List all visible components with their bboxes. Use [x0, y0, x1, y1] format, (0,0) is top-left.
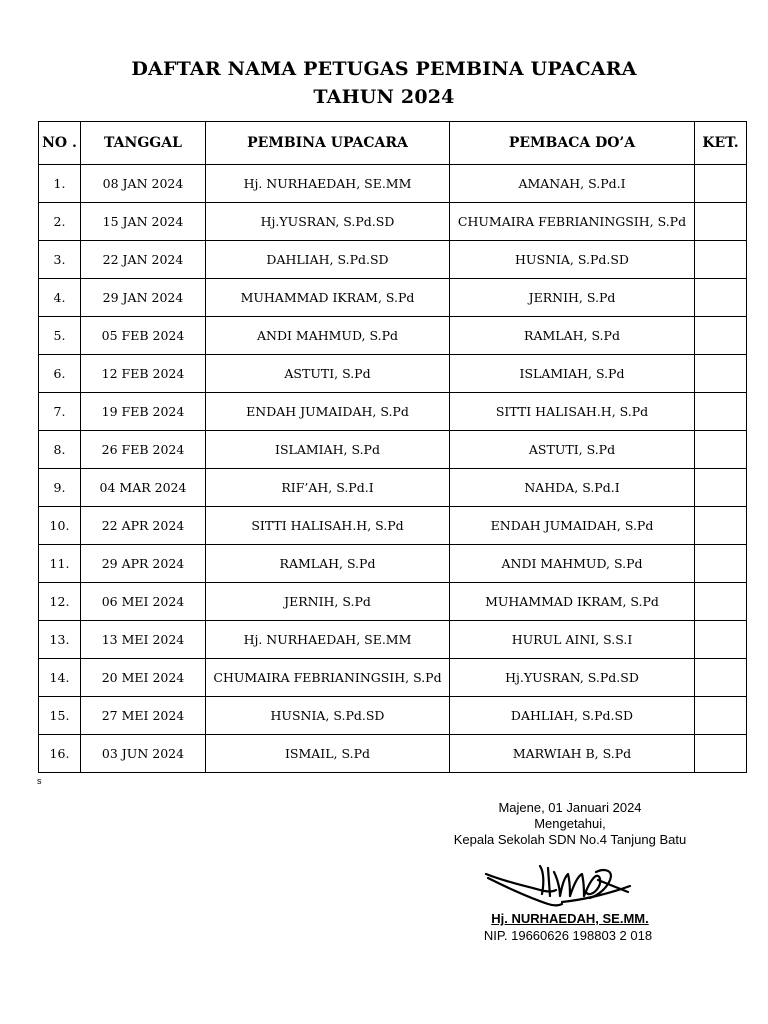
row-tanggal: 05 FEB 2024	[81, 317, 206, 355]
header-no	[39, 122, 81, 165]
row-tanggal: 20 MEI 2024	[81, 659, 206, 697]
table-row	[39, 659, 747, 697]
row-ket	[695, 507, 747, 545]
row-pembaca: DAHLIAH, S.Pd.SD	[450, 697, 695, 735]
table-row	[39, 279, 747, 317]
row-tanggal: 22 APR 2024	[81, 507, 206, 545]
header-tanggal: TANGGAL	[81, 122, 206, 165]
handwritten-signature	[478, 852, 638, 916]
row-ket	[695, 735, 747, 773]
row-ket	[695, 697, 747, 735]
row-pembina: Hj.YUSRAN, S.Pd.SD	[206, 203, 450, 241]
row-no: 14.	[39, 659, 81, 697]
table-row	[39, 735, 747, 773]
row-no: 7.	[39, 393, 81, 431]
row-ket	[695, 393, 747, 431]
row-tanggal: 29 APR 2024	[81, 545, 206, 583]
row-ket	[695, 545, 747, 583]
table-row	[39, 393, 747, 431]
stray-mark: s	[37, 776, 42, 786]
table-row	[39, 583, 747, 621]
row-pembina: RAMLAH, S.Pd	[206, 545, 450, 583]
row-tanggal: 27 MEI 2024	[81, 697, 206, 735]
row-pembaca: ENDAH JUMAIDAH, S.Pd	[450, 507, 695, 545]
place-date: Majene, 01 Januari 2024	[498, 800, 642, 815]
row-tanggal: 12 FEB 2024	[81, 355, 206, 393]
row-pembina: SITTI HALISAH.H, S.Pd	[206, 507, 450, 545]
row-pembina: CHUMAIRA FEBRIANINGSIH, S.Pd	[206, 659, 450, 697]
row-pembina: Hj. NURHAEDAH, SE.MM	[206, 165, 450, 203]
row-tanggal: 13 MEI 2024	[81, 621, 206, 659]
row-ket	[695, 583, 747, 621]
row-ket	[695, 621, 747, 659]
row-pembaca: MARWIAH B, S.Pd	[450, 735, 695, 773]
row-tanggal: 08 JAN 2024	[81, 165, 206, 203]
table-row	[39, 165, 747, 203]
row-no: 15.	[39, 697, 81, 735]
header-pembaca: PEMBACA DO’A	[450, 122, 695, 165]
row-pembaca: CHUMAIRA FEBRIANINGSIH, S.Pd	[450, 203, 695, 241]
table-body	[39, 165, 747, 773]
row-no: 9.	[39, 469, 81, 507]
row-tanggal: 19 FEB 2024	[81, 393, 206, 431]
row-ket	[695, 279, 747, 317]
table-row	[39, 203, 747, 241]
table-row	[39, 317, 747, 355]
header-pembina: PEMBINA UPACARA	[206, 122, 450, 165]
row-pembina: RIF’AH, S.Pd.I	[206, 469, 450, 507]
row-no: 3.	[39, 241, 81, 279]
signer-nip: NIP. 19660626 198803 2 018	[483, 928, 653, 943]
row-pembina: DAHLIAH, S.Pd.SD	[206, 241, 450, 279]
row-no: 5.	[39, 317, 81, 355]
row-pembaca: SITTI HALISAH.H, S.Pd	[450, 393, 695, 431]
row-no: 16.	[39, 735, 81, 773]
table-row	[39, 355, 747, 393]
row-pembina: HUSNIA, S.Pd.SD	[206, 697, 450, 735]
row-pembina: JERNIH, S.Pd	[206, 583, 450, 621]
row-tanggal: 29 JAN 2024	[81, 279, 206, 317]
row-pembina: Hj. NURHAEDAH, SE.MM	[206, 621, 450, 659]
table-header-row	[39, 122, 747, 165]
table-row	[39, 469, 747, 507]
row-no: 13.	[39, 621, 81, 659]
acknowledged-label: Mengetahui,	[534, 816, 606, 831]
row-pembina: MUHAMMAD IKRAM, S.Pd	[206, 279, 450, 317]
signature-block	[420, 800, 720, 848]
row-pembaca: AMANAH, S.Pd.I	[450, 165, 695, 203]
signer-name: Hj. NURHAEDAH, SE.MM.	[491, 911, 649, 926]
row-pembina: ASTUTI, S.Pd	[206, 355, 450, 393]
row-ket	[695, 203, 747, 241]
row-ket	[695, 355, 747, 393]
row-pembaca: NAHDA, S.Pd.I	[450, 469, 695, 507]
row-no: 10.	[39, 507, 81, 545]
row-no: 8.	[39, 431, 81, 469]
row-pembina: ANDI MAHMUD, S.Pd	[206, 317, 450, 355]
document-subtitle-year: TAHUN 2024	[313, 86, 455, 108]
row-no: 11.	[39, 545, 81, 583]
header-no-label: NO .	[42, 134, 77, 151]
row-ket	[695, 431, 747, 469]
row-pembina: ENDAH JUMAIDAH, S.Pd	[206, 393, 450, 431]
row-pembaca: Hj.YUSRAN, S.Pd.SD	[450, 659, 695, 697]
row-no: 1.	[39, 165, 81, 203]
table-row	[39, 621, 747, 659]
row-no: 2.	[39, 203, 81, 241]
table-row	[39, 507, 747, 545]
row-ket	[695, 659, 747, 697]
row-pembaca: HUSNIA, S.Pd.SD	[450, 241, 695, 279]
row-tanggal: 06 MEI 2024	[81, 583, 206, 621]
row-pembina: ISMAIL, S.Pd	[206, 735, 450, 773]
schedule-table	[38, 121, 747, 773]
row-tanggal: 15 JAN 2024	[81, 203, 206, 241]
row-no: 12.	[39, 583, 81, 621]
row-pembaca: RAMLAH, S.Pd	[450, 317, 695, 355]
row-pembina: ISLAMIAH, S.Pd	[206, 431, 450, 469]
row-no: 6.	[39, 355, 81, 393]
row-tanggal: 03 JUN 2024	[81, 735, 206, 773]
row-pembaca: JERNIH, S.Pd	[450, 279, 695, 317]
row-tanggal: 26 FEB 2024	[81, 431, 206, 469]
signer-position: Kepala Sekolah SDN No.4 Tanjung Batu	[453, 832, 687, 847]
table-row	[39, 545, 747, 583]
row-ket	[695, 317, 747, 355]
row-ket	[695, 469, 747, 507]
table-row	[39, 241, 747, 279]
row-tanggal: 22 JAN 2024	[81, 241, 206, 279]
row-ket	[695, 165, 747, 203]
table-row	[39, 697, 747, 735]
row-pembaca: ANDI MAHMUD, S.Pd	[450, 545, 695, 583]
row-pembaca: HURUL AINI, S.S.I	[450, 621, 695, 659]
row-pembaca: ISLAMIAH, S.Pd	[450, 355, 695, 393]
document-title: DAFTAR NAMA PETUGAS PEMBINA UPACARA	[131, 58, 637, 80]
table-row	[39, 431, 747, 469]
row-ket	[695, 241, 747, 279]
header-ket: KET.	[695, 122, 747, 165]
row-pembaca: ASTUTI, S.Pd	[450, 431, 695, 469]
row-pembaca: MUHAMMAD IKRAM, S.Pd	[450, 583, 695, 621]
row-no: 4.	[39, 279, 81, 317]
row-tanggal: 04 MAR 2024	[81, 469, 206, 507]
